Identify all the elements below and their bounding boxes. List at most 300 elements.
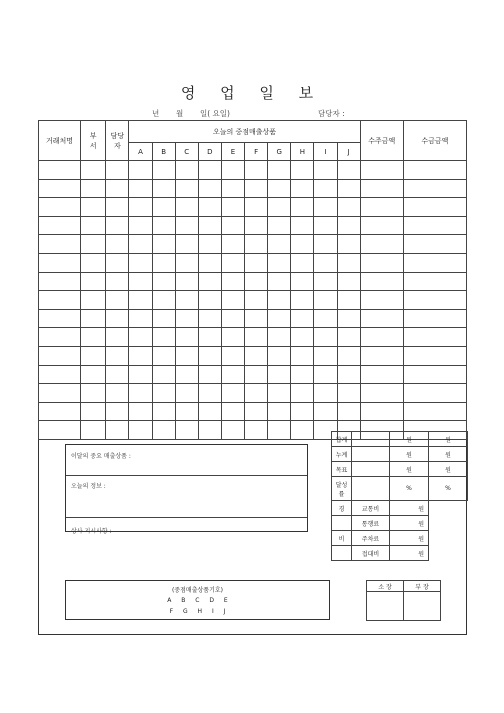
summary-order-value[interactable]: 원 (390, 462, 429, 477)
expense-spacer (429, 531, 468, 546)
table-cell[interactable] (314, 253, 337, 272)
approval-label-director: 소 장 (367, 581, 404, 592)
col-orders-header: 수주금액 (360, 121, 403, 161)
table-cell[interactable] (175, 198, 198, 217)
table-cell[interactable] (403, 309, 466, 328)
table-cell[interactable] (403, 253, 466, 272)
table-cell[interactable] (198, 216, 221, 235)
summary-collection-value[interactable]: 원 (429, 447, 468, 462)
approval-sign-manager[interactable] (404, 592, 441, 621)
table-cell[interactable] (39, 179, 81, 198)
table-cell[interactable] (175, 253, 198, 272)
table-cell[interactable] (106, 198, 129, 217)
table-cell[interactable] (360, 291, 403, 310)
table-row (39, 328, 467, 347)
table-cell[interactable] (39, 309, 81, 328)
table-cell[interactable] (81, 161, 106, 180)
table-cell[interactable] (314, 198, 337, 217)
table-cell[interactable] (268, 309, 291, 328)
table-cell[interactable] (175, 291, 198, 310)
table-cell[interactable] (291, 309, 314, 328)
summary-collection-value[interactable]: % (429, 477, 468, 501)
table-cell[interactable] (198, 253, 221, 272)
summary-row (332, 447, 468, 462)
table-cell[interactable] (268, 272, 291, 291)
table-cell[interactable] (403, 328, 466, 347)
product-code-header: F (245, 143, 268, 161)
table-cell[interactable] (175, 235, 198, 254)
expense-value[interactable]: 원 (390, 501, 429, 516)
table-cell[interactable] (268, 346, 291, 365)
table-cell[interactable] (106, 309, 129, 328)
summary-spacer (352, 432, 390, 447)
table-cell[interactable] (360, 235, 403, 254)
table-cell[interactable] (106, 179, 129, 198)
table-cell[interactable] (39, 346, 81, 365)
table-cell[interactable] (129, 346, 152, 365)
table-cell[interactable] (314, 216, 337, 235)
summary-label: 달성 률 (332, 477, 352, 501)
table-row (39, 179, 467, 198)
year-label: 년 (152, 109, 160, 118)
table-cell[interactable] (337, 272, 360, 291)
table-cell[interactable] (81, 216, 106, 235)
table-cell[interactable] (152, 346, 175, 365)
table-cell[interactable] (198, 309, 221, 328)
table-cell[interactable] (81, 253, 106, 272)
table-cell[interactable] (245, 198, 268, 217)
table-cell[interactable] (268, 216, 291, 235)
table-cell[interactable] (39, 421, 81, 440)
col-client-header: 거래처명 (39, 121, 81, 161)
table-row (39, 216, 467, 235)
table-cell[interactable] (129, 402, 152, 421)
table-cell[interactable] (81, 421, 106, 440)
table-cell[interactable] (360, 216, 403, 235)
table-cell[interactable] (360, 309, 403, 328)
table-cell[interactable] (268, 291, 291, 310)
expense-value[interactable]: 원 (390, 531, 429, 546)
table-cell[interactable] (403, 198, 466, 217)
summary-row (332, 462, 468, 477)
summary-row (332, 432, 468, 447)
notes-box (65, 444, 308, 535)
table-cell[interactable] (221, 198, 244, 217)
table-cell[interactable] (360, 402, 403, 421)
table-cell[interactable] (221, 365, 244, 384)
expense-side-label: 경 (332, 501, 352, 516)
approval-label-manager: 부 장 (404, 581, 441, 592)
table-cell[interactable] (337, 328, 360, 347)
table-cell[interactable] (129, 179, 152, 198)
expense-row (332, 546, 468, 561)
table-cell[interactable] (198, 198, 221, 217)
table-row (39, 402, 467, 421)
table-cell[interactable] (152, 216, 175, 235)
table-cell[interactable] (314, 365, 337, 384)
table-cell[interactable] (129, 291, 152, 310)
table-cell[interactable] (106, 421, 129, 440)
table-cell[interactable] (403, 235, 466, 254)
expense-side-label: 비 (332, 531, 352, 546)
table-row (39, 235, 467, 254)
table-cell[interactable] (360, 198, 403, 217)
table-cell[interactable] (152, 272, 175, 291)
table-cell[interactable] (106, 253, 129, 272)
legend-row-1: A B C D E (167, 597, 228, 604)
table-cell[interactable] (245, 253, 268, 272)
table-cell[interactable] (337, 402, 360, 421)
table-cell[interactable] (245, 216, 268, 235)
table-cell[interactable] (198, 421, 221, 440)
product-code-header: A (129, 143, 152, 161)
table-cell[interactable] (337, 253, 360, 272)
important-products-label: 이달의 중요 매출상품 : (71, 453, 131, 460)
table-cell[interactable] (291, 179, 314, 198)
table-cell[interactable] (337, 346, 360, 365)
table-cell[interactable] (291, 216, 314, 235)
table-cell[interactable] (175, 421, 198, 440)
table-cell[interactable] (39, 235, 81, 254)
table-cell[interactable] (403, 346, 466, 365)
table-cell[interactable] (106, 235, 129, 254)
table-cell[interactable] (198, 402, 221, 421)
table-cell[interactable] (106, 291, 129, 310)
table-cell[interactable] (129, 216, 152, 235)
table-cell[interactable] (39, 328, 81, 347)
table-cell[interactable] (291, 421, 314, 440)
table-cell[interactable] (175, 384, 198, 403)
table-cell[interactable] (245, 402, 268, 421)
table-cell[interactable] (245, 328, 268, 347)
table-cell[interactable] (337, 384, 360, 403)
table-cell[interactable] (314, 384, 337, 403)
table-cell[interactable] (39, 402, 81, 421)
table-cell[interactable] (152, 235, 175, 254)
table-cell[interactable] (403, 161, 466, 180)
table-cell[interactable] (39, 161, 81, 180)
table-cell[interactable] (245, 309, 268, 328)
table-cell[interactable] (268, 179, 291, 198)
expense-value[interactable]: 원 (390, 546, 429, 561)
table-cell[interactable] (152, 402, 175, 421)
table-cell[interactable] (314, 235, 337, 254)
table-cell[interactable] (245, 384, 268, 403)
table-cell[interactable] (129, 384, 152, 403)
table-cell[interactable] (337, 198, 360, 217)
table-cell[interactable] (129, 365, 152, 384)
table-cell[interactable] (403, 179, 466, 198)
expense-label: 접대비 (352, 546, 390, 561)
table-cell[interactable] (291, 328, 314, 347)
table-cell[interactable] (291, 272, 314, 291)
summary-label: 누계 (332, 447, 352, 462)
table-cell[interactable] (268, 421, 291, 440)
summary-order-value[interactable]: 원 (390, 447, 429, 462)
table-cell[interactable] (39, 384, 81, 403)
expense-label: 교통비 (352, 501, 390, 516)
product-code-header: J (337, 143, 360, 161)
table-cell[interactable] (129, 328, 152, 347)
table-cell[interactable] (221, 384, 244, 403)
day-label: 일( 요일) (200, 109, 230, 118)
table-cell[interactable] (81, 179, 106, 198)
table-cell[interactable] (314, 309, 337, 328)
expense-row (332, 516, 468, 531)
table-cell[interactable] (106, 328, 129, 347)
table-cell[interactable] (106, 402, 129, 421)
table-cell[interactable] (291, 253, 314, 272)
col-person-header: 담당 자 (106, 121, 129, 161)
table-cell[interactable] (106, 384, 129, 403)
product-code-header: H (291, 143, 314, 161)
table-cell[interactable] (268, 235, 291, 254)
table-cell[interactable] (245, 291, 268, 310)
table-cell[interactable] (152, 161, 175, 180)
legend-title: (중점매출상품기호) (171, 587, 224, 594)
sales-table (38, 120, 467, 440)
table-cell[interactable] (245, 421, 268, 440)
table-cell[interactable] (39, 365, 81, 384)
table-row (39, 161, 467, 180)
product-code-header: G (268, 143, 291, 161)
table-cell[interactable] (337, 291, 360, 310)
table-cell[interactable] (403, 216, 466, 235)
table-cell[interactable] (360, 365, 403, 384)
table-cell[interactable] (221, 402, 244, 421)
table-cell[interactable] (221, 328, 244, 347)
table-cell[interactable] (81, 402, 106, 421)
table-cell[interactable] (360, 179, 403, 198)
col-dept-header: 부 서 (81, 121, 106, 161)
expense-spacer (429, 501, 468, 516)
table-cell[interactable] (314, 402, 337, 421)
table-cell[interactable] (152, 253, 175, 272)
approval-sign-director[interactable] (367, 592, 404, 621)
table-cell[interactable] (39, 198, 81, 217)
product-code-header: C (175, 143, 198, 161)
table-cell[interactable] (291, 402, 314, 421)
table-cell[interactable] (81, 384, 106, 403)
table-cell[interactable] (106, 346, 129, 365)
table-cell[interactable] (198, 384, 221, 403)
table-cell[interactable] (291, 365, 314, 384)
table-cell[interactable] (245, 161, 268, 180)
table-cell[interactable] (268, 402, 291, 421)
table-cell[interactable] (291, 384, 314, 403)
table-cell[interactable] (198, 365, 221, 384)
summary-order-value[interactable]: % (390, 477, 429, 501)
table-cell[interactable] (129, 309, 152, 328)
table-cell[interactable] (175, 179, 198, 198)
table-cell[interactable] (403, 402, 466, 421)
table-cell[interactable] (175, 328, 198, 347)
expense-value[interactable]: 원 (390, 516, 429, 531)
table-cell[interactable] (245, 235, 268, 254)
table-cell[interactable] (291, 198, 314, 217)
table-cell[interactable] (175, 365, 198, 384)
table-cell[interactable] (268, 365, 291, 384)
product-code-header: E (221, 143, 244, 161)
table-cell[interactable] (268, 198, 291, 217)
table-cell[interactable] (175, 272, 198, 291)
expense-label: 통행료 (352, 516, 390, 531)
table-cell[interactable] (291, 235, 314, 254)
table-cell[interactable] (337, 216, 360, 235)
table-cell[interactable] (81, 309, 106, 328)
month-label: 월 (176, 109, 184, 118)
table-cell[interactable] (403, 365, 466, 384)
table-cell[interactable] (81, 346, 106, 365)
table-row (39, 272, 467, 291)
table-cell[interactable] (152, 198, 175, 217)
table-row (39, 198, 467, 217)
table-cell[interactable] (337, 235, 360, 254)
table-cell[interactable] (221, 309, 244, 328)
summary-spacer (352, 462, 390, 477)
table-cell[interactable] (129, 272, 152, 291)
summary-table (331, 431, 468, 561)
table-cell[interactable] (198, 346, 221, 365)
table-cell[interactable] (129, 253, 152, 272)
table-cell[interactable] (81, 291, 106, 310)
table-cell[interactable] (198, 161, 221, 180)
table-cell[interactable] (221, 161, 244, 180)
summary-label: 목표 (332, 462, 352, 477)
table-cell[interactable] (175, 161, 198, 180)
table-cell[interactable] (221, 253, 244, 272)
table-cell[interactable] (81, 235, 106, 254)
table-cell[interactable] (360, 328, 403, 347)
table-cell[interactable] (39, 216, 81, 235)
table-cell[interactable] (129, 421, 152, 440)
table-cell[interactable] (245, 179, 268, 198)
table-row (39, 253, 467, 272)
expense-spacer (429, 546, 468, 561)
table-cell[interactable] (175, 216, 198, 235)
table-cell[interactable] (268, 384, 291, 403)
approval-box (366, 580, 441, 621)
table-cell[interactable] (291, 291, 314, 310)
table-cell[interactable] (39, 253, 81, 272)
table-cell[interactable] (360, 272, 403, 291)
table-cell[interactable] (81, 272, 106, 291)
table-cell[interactable] (360, 346, 403, 365)
table-cell[interactable] (221, 421, 244, 440)
table-cell[interactable] (314, 179, 337, 198)
table-cell[interactable] (175, 346, 198, 365)
table-cell[interactable] (81, 365, 106, 384)
table-cell[interactable] (129, 198, 152, 217)
table-cell[interactable] (198, 235, 221, 254)
table-row (39, 309, 467, 328)
table-cell[interactable] (198, 291, 221, 310)
table-cell[interactable] (314, 161, 337, 180)
table-row (39, 291, 467, 310)
table-cell[interactable] (268, 161, 291, 180)
summary-label: 합계 (332, 432, 352, 447)
product-code-header: B (152, 143, 175, 161)
expense-side-label (332, 546, 352, 561)
table-cell[interactable] (198, 179, 221, 198)
table-cell[interactable] (129, 235, 152, 254)
table-cell[interactable] (106, 365, 129, 384)
summary-order-value[interactable]: 원 (390, 432, 429, 447)
table-cell[interactable] (337, 365, 360, 384)
table-cell[interactable] (360, 161, 403, 180)
table-cell[interactable] (337, 179, 360, 198)
table-cell[interactable] (314, 346, 337, 365)
expense-row (332, 531, 468, 546)
table-cell[interactable] (314, 272, 337, 291)
table-cell[interactable] (106, 216, 129, 235)
table-cell[interactable] (81, 328, 106, 347)
table-cell[interactable] (175, 402, 198, 421)
table-cell[interactable] (268, 253, 291, 272)
table-cell[interactable] (152, 291, 175, 310)
table-cell[interactable] (221, 216, 244, 235)
table-cell[interactable] (360, 384, 403, 403)
table-cell[interactable] (106, 161, 129, 180)
table-cell[interactable] (39, 291, 81, 310)
table-cell[interactable] (175, 309, 198, 328)
table-cell[interactable] (152, 421, 175, 440)
table-cell[interactable] (337, 161, 360, 180)
table-cell[interactable] (314, 291, 337, 310)
page-title: 영 업 일 보 (180, 84, 324, 102)
table-cell[interactable] (221, 346, 244, 365)
table-cell[interactable] (152, 179, 175, 198)
table-cell[interactable] (221, 179, 244, 198)
supervisor-instructions-label: 상사 지시사항 : (71, 528, 112, 535)
table-cell[interactable] (129, 161, 152, 180)
table-cell[interactable] (403, 384, 466, 403)
table-cell[interactable] (152, 384, 175, 403)
table-cell[interactable] (245, 346, 268, 365)
col-collection-header: 수금금액 (403, 121, 466, 161)
summary-spacer (352, 477, 390, 501)
table-cell[interactable] (403, 272, 466, 291)
table-cell[interactable] (360, 253, 403, 272)
table-cell[interactable] (314, 328, 337, 347)
summary-collection-value[interactable]: 원 (429, 432, 468, 447)
expense-spacer (429, 516, 468, 531)
manager-label: 담당자 : (318, 109, 345, 118)
table-cell[interactable] (221, 235, 244, 254)
table-cell[interactable] (198, 272, 221, 291)
table-cell[interactable] (152, 365, 175, 384)
table-cell[interactable] (152, 328, 175, 347)
table-cell[interactable] (291, 161, 314, 180)
table-cell[interactable] (106, 272, 129, 291)
table-cell[interactable] (81, 198, 106, 217)
summary-collection-value[interactable]: 원 (429, 462, 468, 477)
table-cell[interactable] (268, 328, 291, 347)
table-cell[interactable] (245, 272, 268, 291)
table-cell[interactable] (39, 272, 81, 291)
table-cell[interactable] (221, 272, 244, 291)
expense-side-label (332, 516, 352, 531)
table-cell[interactable] (337, 309, 360, 328)
table-cell[interactable] (152, 309, 175, 328)
expense-row (332, 501, 468, 516)
table-cell[interactable] (291, 346, 314, 365)
table-cell[interactable] (198, 328, 221, 347)
today-info-label: 오늘의 정보 : (71, 483, 106, 490)
table-cell[interactable] (403, 291, 466, 310)
table-cell[interactable] (245, 365, 268, 384)
table-cell[interactable] (221, 291, 244, 310)
